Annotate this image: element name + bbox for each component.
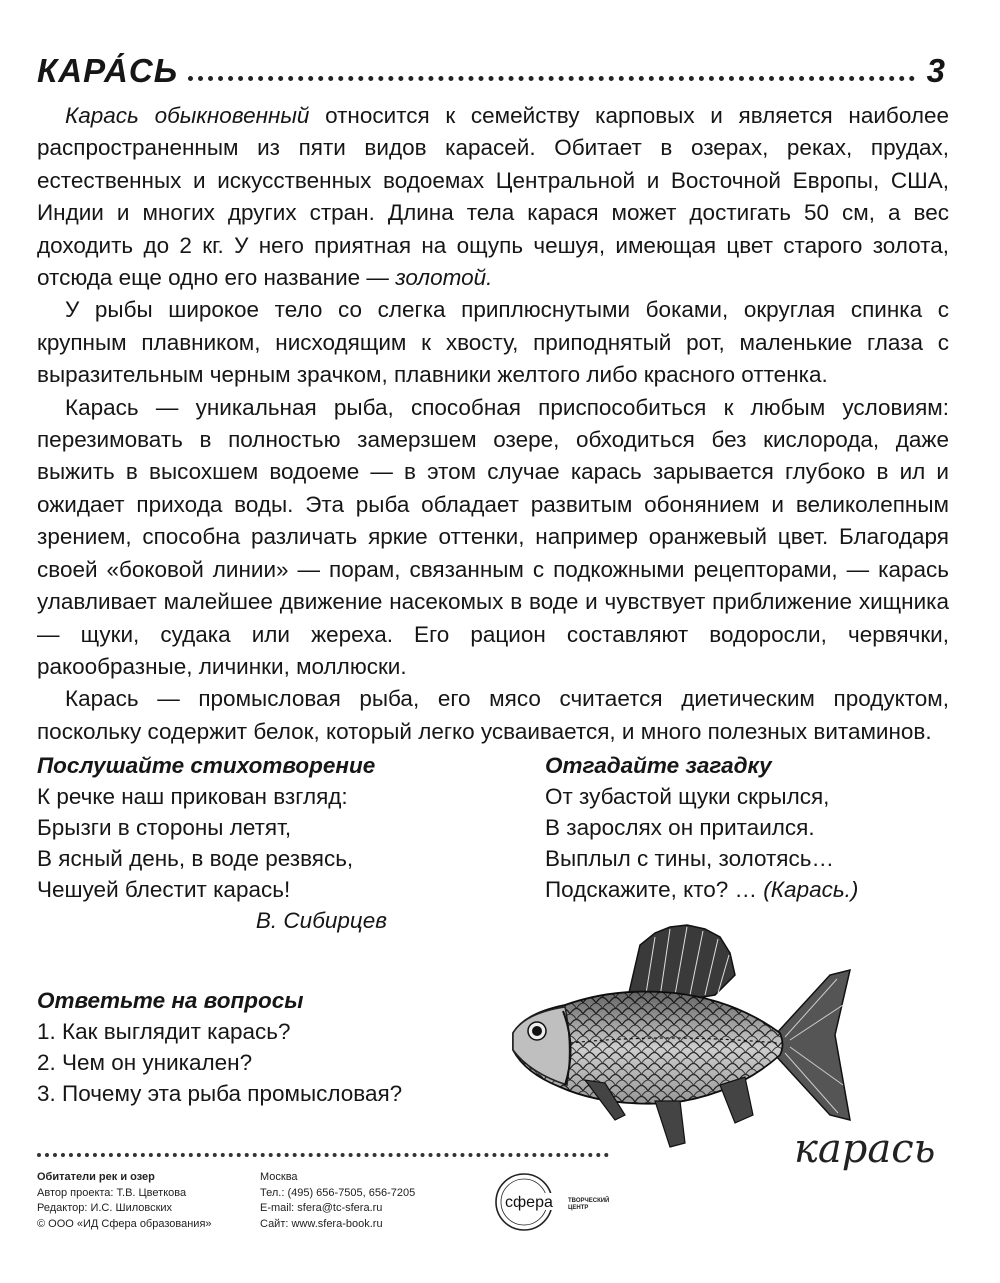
email: E-mail: sfera@tc-sfera.ru <box>260 1202 383 1214</box>
riddle-line: От зубастой щуки скрылся, <box>545 784 830 809</box>
poem-line: В ясный день, в воде резвясь, <box>37 846 354 871</box>
logo-subtitle-2: ЦЕНТР <box>568 1205 589 1211</box>
article-paragraph-1 <box>37 100 949 294</box>
handwritten-caption-text: карась <box>794 1126 936 1172</box>
riddle-answer: (Карась.) <box>763 877 859 902</box>
poem-line: Чешуей блестит карась! <box>37 877 291 902</box>
poem-heading: Послушайте стихотворение <box>37 753 376 778</box>
riddle-line-last <box>545 874 955 905</box>
project-author: Автор проекта: Т.В. Цветкова <box>37 1186 187 1199</box>
page-title: КАРА́СЬ <box>37 52 179 89</box>
title-dot-leader <box>188 76 915 81</box>
riddle-block <box>545 750 955 905</box>
question-item: 3. Почему эта рыба промысловая? <box>37 1081 403 1106</box>
article-paragraph-3: Карась — уникальная рыба, способная приспособиться к любым условиям: перезимовать в полностью замерзшем озере, обходиться без кислорода, даже выжить в высохшем водоеме — в этом случае карась зарывается глубоко в ил и ожидает прихода воды. Эта рыба обладает развитым обонянием и великолепным зрением, способна различать яркие оттенки, например оранжевый цвет. Благодаря своей «боковой линии» — порам, связанным с подкожными рецепторами, — карась улавливает малейшее движение насекомых в воде и чувствует приближение хищника — щуки, судака или жереха. Его рацион составляют водоросли, червячки, ракообразные, личинки, моллюски. <box>37 394 949 679</box>
article-paragraph-2: У рыбы широкое тело со слегка приплюснутыми боками, округлая спинка с крупным плавником, нисходящим к хвосту, приподнятый рот, маленькие глаза с выразительным черным зрачком, плавники желтого либо красного оттенка. <box>37 297 949 388</box>
riddle-heading: Отгадайте загадку <box>545 753 772 778</box>
question-item: 1. Как выглядит карась? <box>37 1019 291 1044</box>
logo-subtitle-1: ТВОРЧЕСКИЙ <box>568 1198 610 1204</box>
phone: Тел.: (495) 656-7505, 656-7205 <box>260 1186 416 1199</box>
riddle-line: В зарослях он притаился. <box>545 815 815 840</box>
questions-block <box>37 985 477 1109</box>
logo-word: сфера <box>505 1194 553 1211</box>
questions-heading: Ответьте на вопросы <box>37 988 304 1013</box>
crucian-carp-illustration <box>505 915 855 1155</box>
handwritten-caption <box>790 1122 950 1178</box>
copyright: © ООО «ИД Сфера образования» <box>37 1217 212 1230</box>
question-item: 2. Чем он уникален? <box>37 1050 253 1075</box>
footer-contacts <box>260 1170 480 1232</box>
publisher-logo <box>492 1172 622 1232</box>
article-paragraph-4: Карась — промысловая рыба, его мясо считается диетическим продуктом, поскольку содержит белок, который легко усваивается, и много полезных витаминов. <box>37 686 949 744</box>
poem-line: Брызги в стороны летят, <box>37 815 292 840</box>
paragraph-1-text: относится к семейству карповых и является наиболее распространенным из пяти видов карасей. Обитает в озерах, реках, прудах, естественных и искусственных водоемах Центральной и Восточной Европы, США, Индии и многих других стран. Длина тела карася может достигать 50 см, а вес доходить до 2 кг. У него приятная на ощупь чешуя, имеющая цвет старого золота, отсюда еще одно его название — <box>37 103 949 291</box>
riddle-question: Подскажите, кто? … <box>545 877 764 902</box>
species-name: Карась обыкновенный <box>65 103 310 128</box>
poem-block <box>37 750 387 936</box>
website: Сайт: www.sfera-book.ru <box>260 1217 383 1230</box>
article-body <box>37 100 949 748</box>
riddle-line: Выплыл с тины, золотясь… <box>545 846 834 871</box>
footer-credits <box>37 1170 257 1232</box>
poem-line: К речке наш прикован взгляд: <box>37 784 348 809</box>
footer-divider <box>37 1153 609 1157</box>
poem-author: В. Сибирцев <box>255 908 387 933</box>
title-row <box>37 44 945 90</box>
page-number: 3 <box>926 52 945 89</box>
city: Москва <box>260 1171 298 1183</box>
alt-name: золотой. <box>395 265 493 291</box>
editor: Редактор: И.С. Шиловских <box>37 1202 173 1214</box>
series-name: Обитатели рек и озер <box>37 1171 155 1183</box>
